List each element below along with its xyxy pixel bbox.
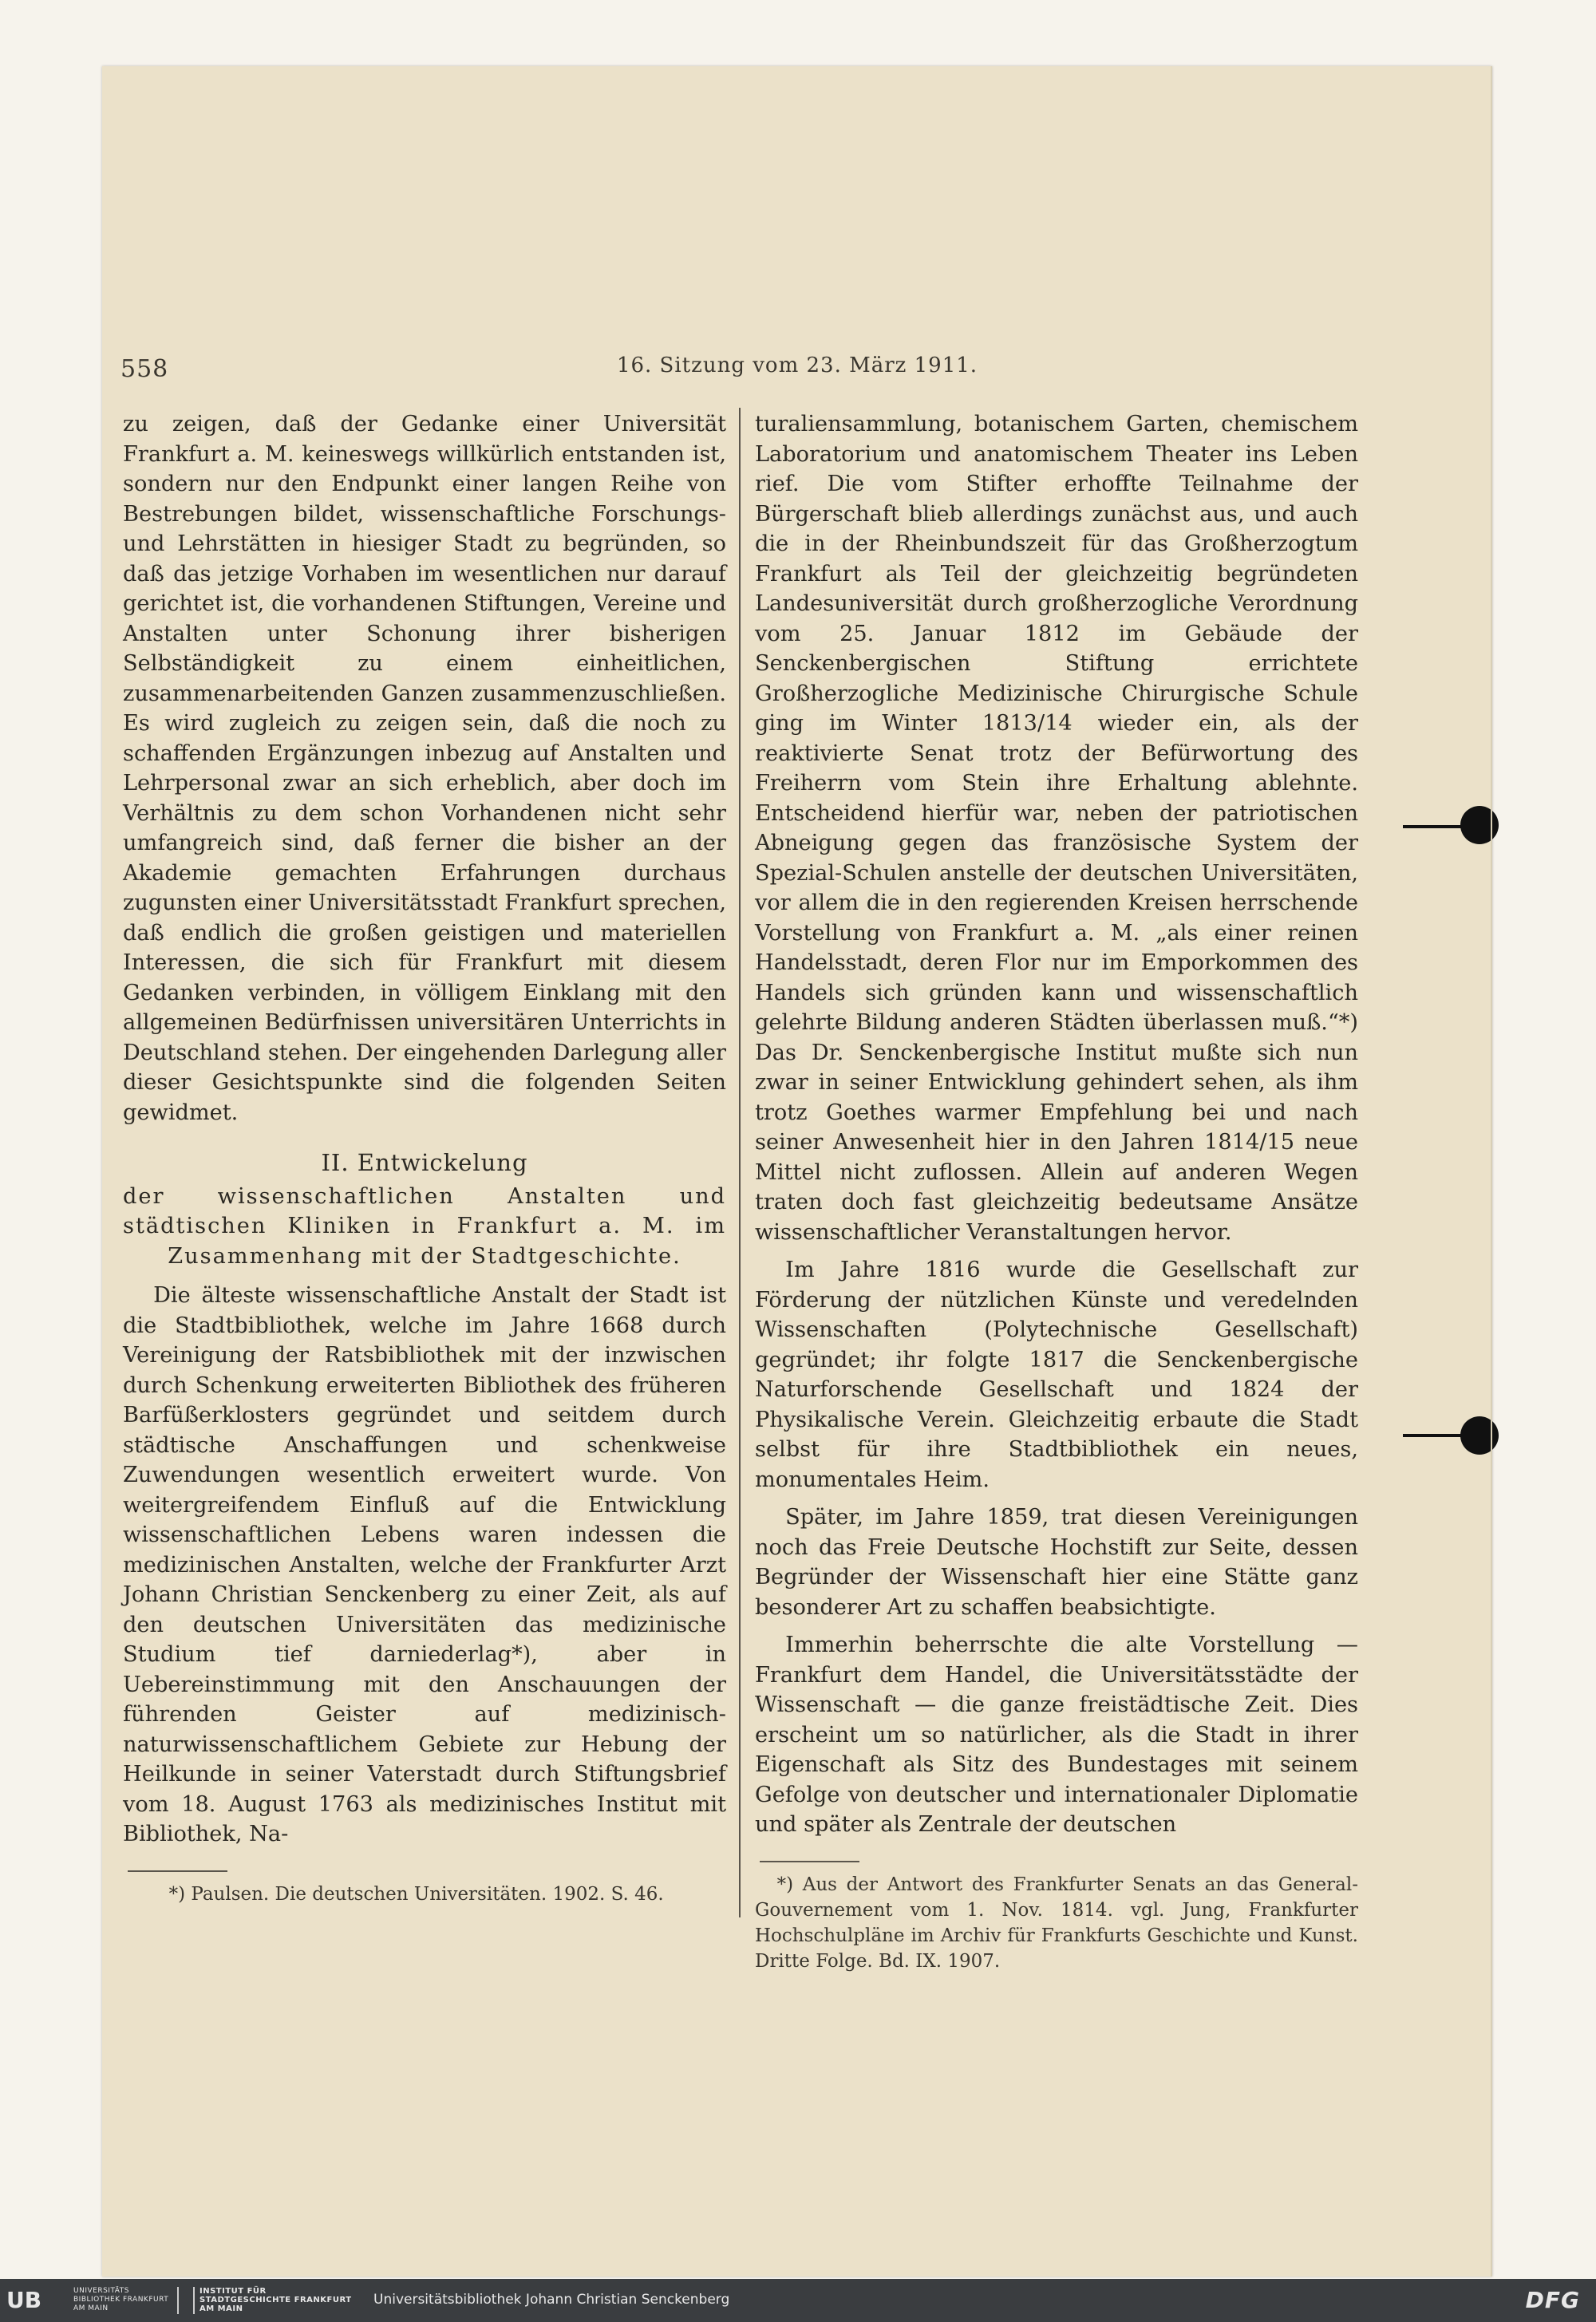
ub-logo[interactable]: UB xyxy=(6,2287,42,2313)
punch-hole-mark xyxy=(1403,1434,1467,1437)
right-paragraph-2: Im Jahre 1816 wurde die Gesellschaft zur Förderung der nützlichen Künste und veredelnden Wissenschaften (Polytechnische Gesellschaft) gegründet; ihr folgte 1817 die Senckenbergische Naturforschende Gesellschaft und 1824 der Physikalische Verein. Gleichzeitig erbaute die Stadt selbst für ihre Stadtbibliothek ein neues, monumentales Heim. xyxy=(755,1258,1358,1492)
left-paragraph-2: Die älteste wissenschaftliche Anstalt der Stadt ist die Stadtbibliothek, welche im Jahre 1668 durch Vereinigung der Ratsbibliothek mit der inzwischen durch Schenkung erweiterten Bibliothek des früheren Barfüßerklosters gegründet und seitdem durch städtische Anschaffungen und schenkweise Zuwendungen wesentlich erweitert wurde. Von weitergreifendem Einfluß auf die Entwicklung wissenschaftlichen Lebens waren indessen die medizinischen Anstalten, welche der Frankfurter Arzt Johann Christian Senckenberg zu einer Zeit, als auf den deutschen Universitäten das medizinische Studium tief darniederlag*), aber in Uebereinstimmung mit den Anschauungen der führenden Geister auf medizinisch-naturwissenschaftlichem Gebiete zur Hebung der Heilkunde in seiner Vaterstadt durch Stiftungsbrief vom 18. August 1763 als medizinisches Institut mit Bibliothek, Na- xyxy=(123,1283,726,1846)
left-footnote: *) Paulsen. Die deutschen Universitäten. 1902. S. 46. xyxy=(168,1883,664,1905)
section-subheading: der wissenschaftlichen Anstalten und städtischen Kliniken in Frankfurt a. M. im Zusammenhang mit der Stadtgeschichte. xyxy=(123,1183,726,1269)
right-paragraph-4: Immerhin beherrschte die alte Vorstellung — Frankfurt dem Handel, die Universitätsstädte der Wissenschaft — die ganze freistädtische Zeit. Dies erscheint um so natürlicher, als die Stadt in ihrer Eigenschaft als Sitz des Bundestages mit seinem Gefolge von deutscher und internationaler Diplomatie und später als Zentrale der deutschen xyxy=(755,1633,1358,1837)
page-number: 558 xyxy=(120,355,169,383)
viewer-footer-bar xyxy=(0,2279,1596,2322)
left-paragraph-1: zu zeigen, daß der Gedanke einer Universität Frankfurt a. M. keineswegs willkürlich entstanden ist, sondern nur den Endpunkt einer langen Reihe von Bestrebungen bildet, wissenschaftliche Forschungs- und Lehrstätten in hiesiger Stadt zu begründen, so daß das jetzige Vorhaben im wesentlichen nur darauf gerichtet ist, die vorhandenen Stiftungen, Vereine und Anstalten unter Schonung ihrer bisherigen Selbständigkeit zu einem einheitlichen, zusammenarbeitenden Ganzen zusammenzuschließen. Es wird zugleich zu zeigen sein, daß die noch zu schaffenden Ergänzungen inbezug auf Anstalten und Lehrpersonal zwar an sich erheblich, aber doch im Verhältnis zu dem schon Vorhandenen nicht sehr umfangreich sind, daß ferner die bisher an der Akademie gemachten Erfahrungen durchaus zugunsten einer Universitätsstadt Frankfurt sprechen, daß endlich die großen geistigen und materiellen Interessen, die sich für Frankfurt mit diesem Gedanken verbinden, in völligem Einklang mit den allgemeinen Bedürfnissen universitären Unterrichts in Deutschland stehen. Der eingehenden Darlegung aller dieser Gesichtspunkte sind die folgenden Seiten gewidmet. xyxy=(123,412,726,1125)
footnote-rule xyxy=(760,1861,859,1862)
left-column xyxy=(123,409,726,1907)
institute-logo-text[interactable]: INSTITUT FÜR STADTGESCHICHTE FRANKFURT AM MAIN xyxy=(200,2287,352,2313)
dfg-logo[interactable]: DFG xyxy=(1525,2287,1580,2313)
footer-caption[interactable]: Universitätsbibliothek Johann Christian Senckenberg xyxy=(373,2292,730,2308)
section-heading: II. Entwickelung xyxy=(321,1149,528,1176)
right-footnote: *) Aus der Antwort des Frankfurter Senats an das General-Gouvernement vom 1. Nov. 1814. vgl. Jung, Frankfurter Hochschulpläne im Archiv für Frankfurts Geschichte und Kunst. Dritte Folge. Bd. IX. 1907. xyxy=(755,1874,1358,1972)
column-divider xyxy=(739,408,741,1917)
document-page xyxy=(102,66,1492,2277)
punch-hole-mark xyxy=(1403,825,1467,828)
punch-hole xyxy=(1460,1416,1499,1455)
institute-logo-icon xyxy=(177,2287,195,2314)
running-head: 16. Sitzung vom 23. März 1911. xyxy=(616,353,978,377)
right-paragraph-1: turaliensammlung, botanischem Garten, chemischem Laboratorium und anatomischem Theater ins Leben rief. Die vom Stifter erhoffte Teilnahme der Bürgerschaft blieb allerdings zunächst aus, und auch die in der Rheinbundszeit für das Großherzogtum Frankfurt als Teil der gleichzeitig begründeten Landesuniversität durch großherzogliche Verordnung vom 25. Januar 1812 im Gebäude der Senckenbergischen Stiftung errichtete Großherzogliche Medizinische Chirurgische Schule ging im Winter 1813/14 wieder ein, als der reaktivierte Senat trotz der Befürwortung des Freiherrn vom Stein ihre Erhaltung ablehnte. Entscheidend hierfür war, neben der patriotischen Abneigung gegen das französische System der Spezial-Schulen anstelle der deutschen Universitäten, vor allem die in den regierenden Kreisen herrschende Vorstellung von Frankfurt a. M. „als einer reinen Handelsstadt, deren Flor nur im Emporkommen des Handels sich gründen kann und wissenschaftlich gelehrte Bildung anderen Städten überlassen muß.“*) Das Dr. Senckenbergische Institut mußte sich nun zwar in seiner Entwicklung gehindert sehen, als ihm trotz Goethes warmer Empfehlung bei und nach seiner Anwesenheit hier in den Jahren 1814/15 neue Mittel nicht zuflossen. Allein auf anderen Wegen traten doch fast gleichzeitig bedeutsame Ansätze wissenschaftlicher Veranstaltungen hervor. xyxy=(755,412,1358,1245)
right-paragraph-3: Später, im Jahre 1859, trat diesen Vereinigungen noch das Freie Deutsche Hochstift zur Seite, dessen Begründer der Wissenschaft hier eine Stätte ganz besonderer Art zu schaffen beabsichtigte. xyxy=(755,1505,1358,1620)
library-logo-text: UNIVERSITÄTS BIBLIOTHEK FRANKFURT AM MAIN xyxy=(73,2287,169,2312)
footnote-rule xyxy=(128,1870,227,1872)
punch-hole xyxy=(1460,806,1499,844)
right-column xyxy=(755,409,1358,1974)
